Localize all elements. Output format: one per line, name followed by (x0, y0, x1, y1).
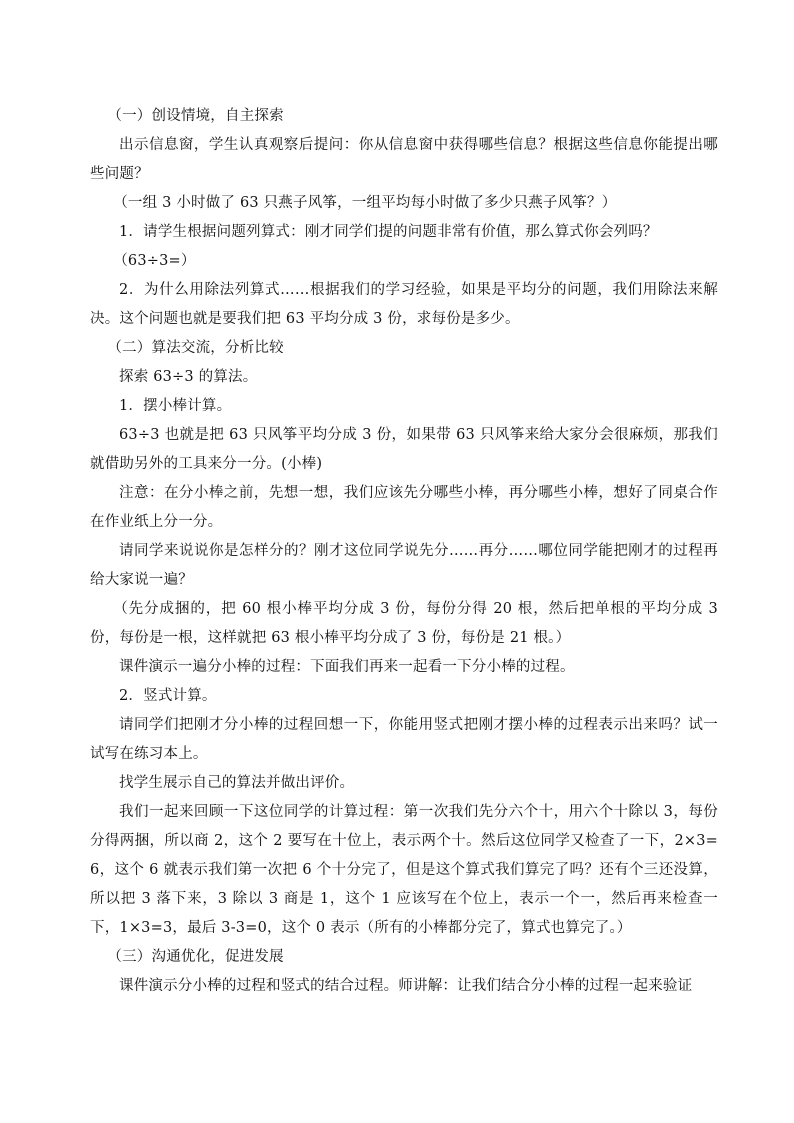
paragraph: 2．为什么用除法列算式……根据我们的学习经验，如果是平均分的问题，我们用除法来解决。这个问题也就是要我们把 63 平均分成 3 份，求每份是多少。 (90, 282, 718, 327)
paragraph: 出示信息窗，学生认真观察后提问：你从信息窗中获得哪些信息？根据这些信息你能提出哪些问题？ (90, 137, 718, 182)
document-body (90, 102, 718, 1001)
paragraph: 1．摆小棒计算。 (119, 398, 232, 414)
section-heading-1: （一）创设情境，自主探索 (107, 108, 284, 124)
paragraph: 请同学来说说你是怎样分的？刚才这位同学说先分……再分……哪位同学能把刚才的过程再给大家说一遍？ (90, 543, 718, 588)
paragraph-note: （63÷3=） (113, 253, 196, 269)
paragraph: 注意：在分小棒之前，先想一想，我们应该先分哪些小棒，再分哪些小棒，想好了同桌合作在作业纸上分一分。 (90, 485, 718, 530)
paragraph: 2．竖式计算。 (119, 688, 217, 704)
paragraph-note: （先分成捆的，把 60 根小棒平均分成 3 份，每份分得 20 根，然后把单根的平均分成 3 份，每份是一根，这样就把 63 根小棒平均分成了 3 份，每份是 21 根。） (90, 601, 718, 646)
section-heading-2: （二）算法交流，分析比较 (107, 340, 284, 356)
paragraph: 我们一起来回顾一下这位同学的计算过程：第一次我们先分六个十，用六个十除以 3，每份分得两捆，所以商 2，这个 2 要写在十位上，表示两个十。然后这位同学又检查了一下，2×3=6，这个 6 就表示我们第一次把 6 个十分完了，但是这个算式我们算完了吗？还有个三还没算，所以把 3 落下来，3 除以 3 商是 1，这个 1 应该写在个位上，表示一个一，然后再来检查一下，1×3=3，最后 3-3=0，这个 0 表示（所有的小棒都分完了，算式也算完了。） (90, 804, 718, 936)
paragraph-note: （一组 3 小时做了 63 只燕子风筝，一组平均每小时做了多少只燕子风筝？） (113, 195, 617, 211)
paragraph: 探索 63÷3 的算法。 (119, 369, 258, 385)
paragraph: 63÷3 也就是把 63 只风筝平均分成 3 份，如果带 63 只风筝来给大家分会很麻烦，那我们就借助另外的工具来分一分。(小棒) (90, 427, 718, 472)
paragraph: 课件演示一遍分小棒的过程：下面我们再来一起看一下分小棒的过程。 (119, 659, 575, 675)
section-heading-3: （三）沟通优化，促进发展 (107, 949, 284, 965)
paragraph: 1．请学生根据问题列算式：刚才同学们提的问题非常有价值，那么算式你会列吗？ (119, 224, 658, 240)
paragraph: 找学生展示自己的算法并做出评价。 (119, 775, 355, 791)
paragraph: 请同学们把刚才分小棒的过程回想一下，你能用竖式把刚才摆小棒的过程表示出来吗？试一试写在练习本上。 (90, 717, 718, 762)
paragraph: 课件演示分小棒的过程和竖式的结合过程。师讲解：让我们结合分小棒的过程一起来验证 (119, 978, 693, 994)
